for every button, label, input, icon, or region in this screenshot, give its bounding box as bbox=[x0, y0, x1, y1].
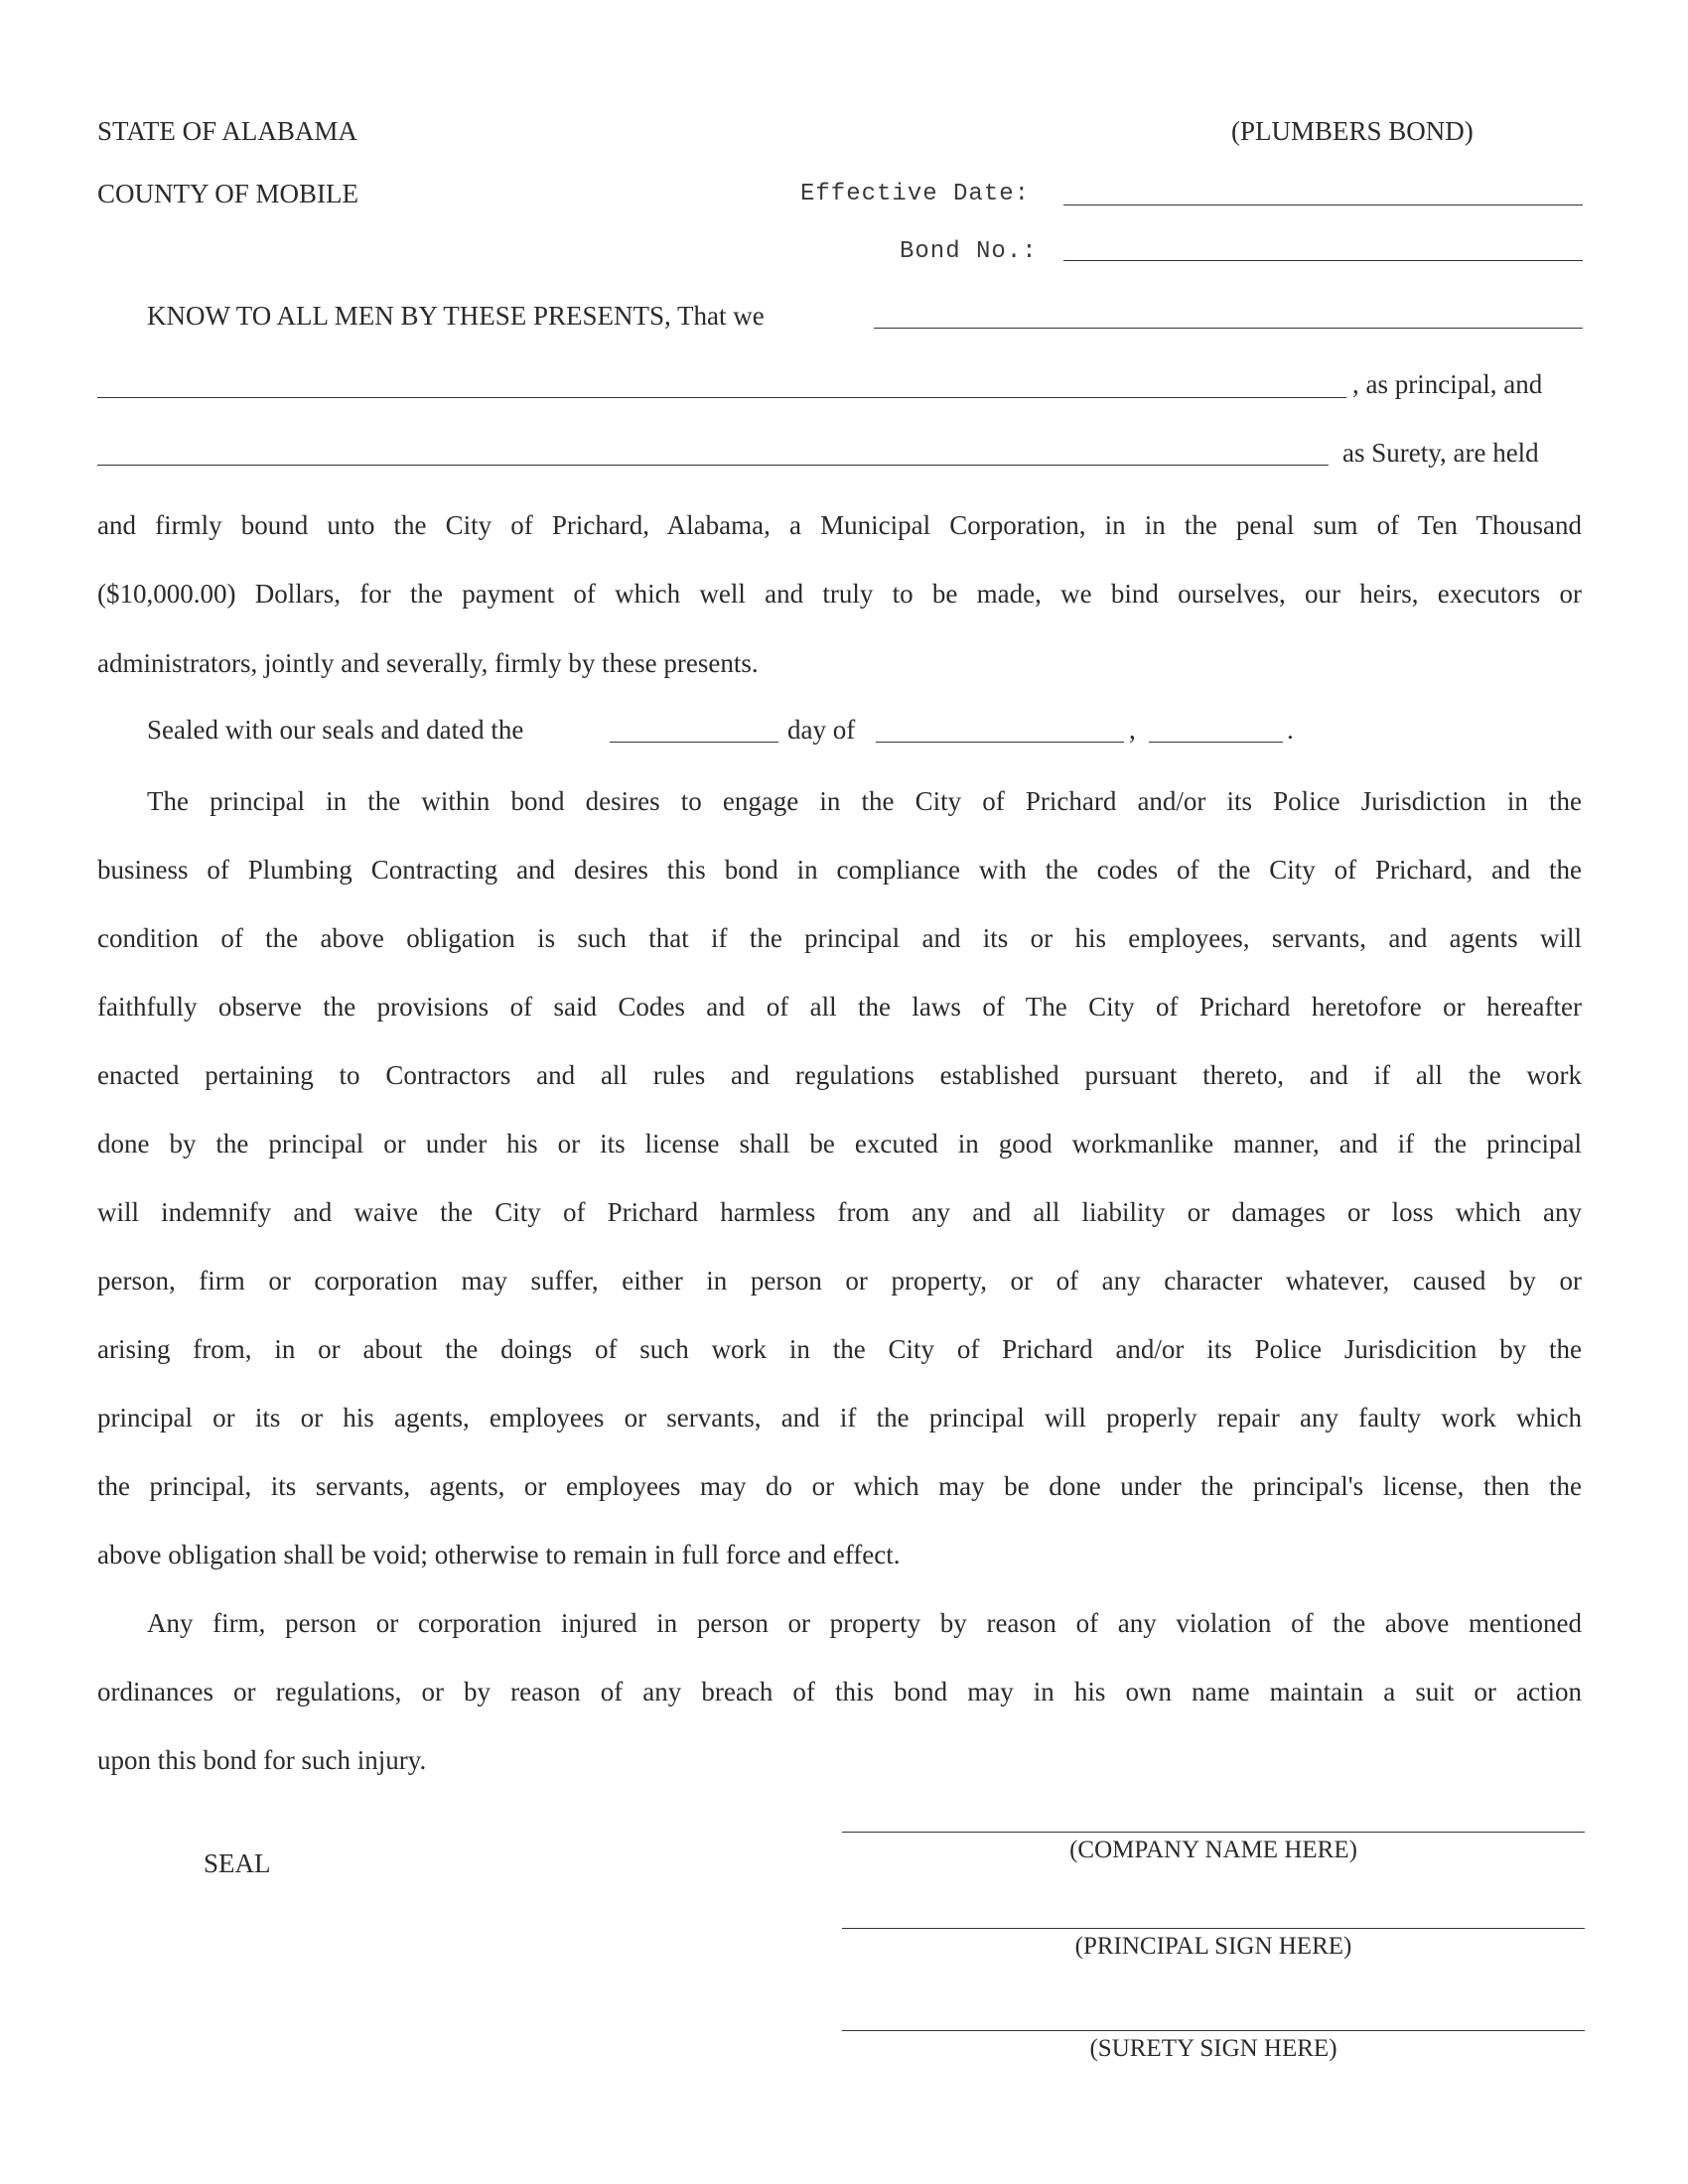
condition-line: condition of the above obligation is such that if the principal and its or his employees, servants, and agents will bbox=[97, 923, 1582, 953]
body-line: administrators, jointly and severally, firmly by these presents. bbox=[97, 648, 759, 678]
principal-signature-caption: (PRINCIPAL SIGN HERE) bbox=[1074, 1933, 1352, 1960]
comma-text: , bbox=[1129, 715, 1136, 745]
condition-line: will indemnify and waive the City of Prichard harmless from any and all liability or damages or loss which any bbox=[97, 1197, 1582, 1227]
principal-name-field-1[interactable] bbox=[874, 328, 1583, 329]
condition-line: principal or its or his agents, employees or servants, and if the principal will properly repair any faulty work which bbox=[97, 1403, 1582, 1433]
injury-line: Any firm, person or corporation injured in person or property by reason of any violation of the above mentioned bbox=[147, 1608, 1582, 1638]
condition-line: above obligation shall be void; otherwise to remain in full force and effect. bbox=[97, 1540, 901, 1570]
surety-signature-caption: (SURETY SIGN HERE) bbox=[1089, 2035, 1337, 2062]
condition-line: arising from, in or about the doings of such work in the City of Prichard and/or its Police Jurisdicition by the bbox=[97, 1334, 1582, 1364]
company-name-field[interactable] bbox=[842, 1832, 1585, 1833]
injury-line: ordinances or regulations, or by reason of any breach of this bond may in his own name maintain a suit or action bbox=[97, 1677, 1582, 1706]
condition-line: business of Plumbing Contracting and desires this bond in compliance with the codes of the City of Prichard, and the bbox=[97, 855, 1582, 885]
condition-line: enacted pertaining to Contractors and all rules and regulations established pursuant thereto, and if all the work bbox=[97, 1060, 1582, 1090]
bond-no-field[interactable] bbox=[1063, 260, 1583, 261]
principal-signature-field[interactable] bbox=[842, 1928, 1585, 1929]
condition-line: faithfully observe the provisions of said Codes and of all the laws of The City of Prichard heretofore or hereafter bbox=[97, 992, 1582, 1022]
as-principal-text: , as principal, and bbox=[1352, 369, 1543, 399]
surety-name-field[interactable] bbox=[97, 465, 1329, 466]
state-heading: STATE OF ALABAMA bbox=[97, 116, 357, 146]
know-all-men-text: KNOW TO ALL MEN BY THESE PRESENTS, That we bbox=[147, 301, 765, 331]
effective-date-label: Effective Date: bbox=[800, 181, 1031, 207]
injury-line: upon this bond for such injury. bbox=[97, 1745, 427, 1775]
year-field[interactable] bbox=[1149, 742, 1283, 743]
condition-line: the principal, its servants, agents, or employees may do or which may be done under the principal's license, then the bbox=[97, 1471, 1582, 1501]
sealed-dated-text: Sealed with our seals and dated the bbox=[147, 715, 524, 745]
principal-name-field-2[interactable] bbox=[97, 397, 1346, 398]
seal-label: SEAL bbox=[204, 1848, 271, 1878]
body-line: and firmly bound unto the City of Prichard, Alabama, a Municipal Corporation, in in the penal sum of Ten Thousand bbox=[97, 510, 1582, 540]
day-field[interactable] bbox=[610, 742, 778, 743]
condition-line: person, firm or corporation may suffer, either in person or property, or of any character whatever, caused by or bbox=[97, 1266, 1582, 1296]
body-line: ($10,000.00) Dollars, for the payment of which well and truly to be made, we bind ourselves, our heirs, executors or bbox=[97, 579, 1582, 609]
condition-line: done by the principal or under his or its license shall be excuted in good workmanlike manner, and if the principal bbox=[97, 1129, 1582, 1159]
county-heading: COUNTY OF MOBILE bbox=[97, 179, 358, 208]
as-surety-text: as Surety, are held bbox=[1342, 438, 1539, 468]
month-field[interactable] bbox=[876, 742, 1124, 743]
bond-no-label: Bond No.: bbox=[900, 238, 1038, 265]
period-text: . bbox=[1287, 715, 1294, 745]
day-of-text: day of bbox=[787, 715, 856, 745]
company-name-caption: (COMPANY NAME HERE) bbox=[1069, 1837, 1357, 1863]
form-type-heading: (PLUMBERS BOND) bbox=[1231, 116, 1474, 146]
surety-signature-field[interactable] bbox=[842, 2030, 1585, 2031]
condition-line: The principal in the within bond desires to engage in the City of Prichard and/or its Police Jurisdiction in the bbox=[147, 786, 1582, 816]
